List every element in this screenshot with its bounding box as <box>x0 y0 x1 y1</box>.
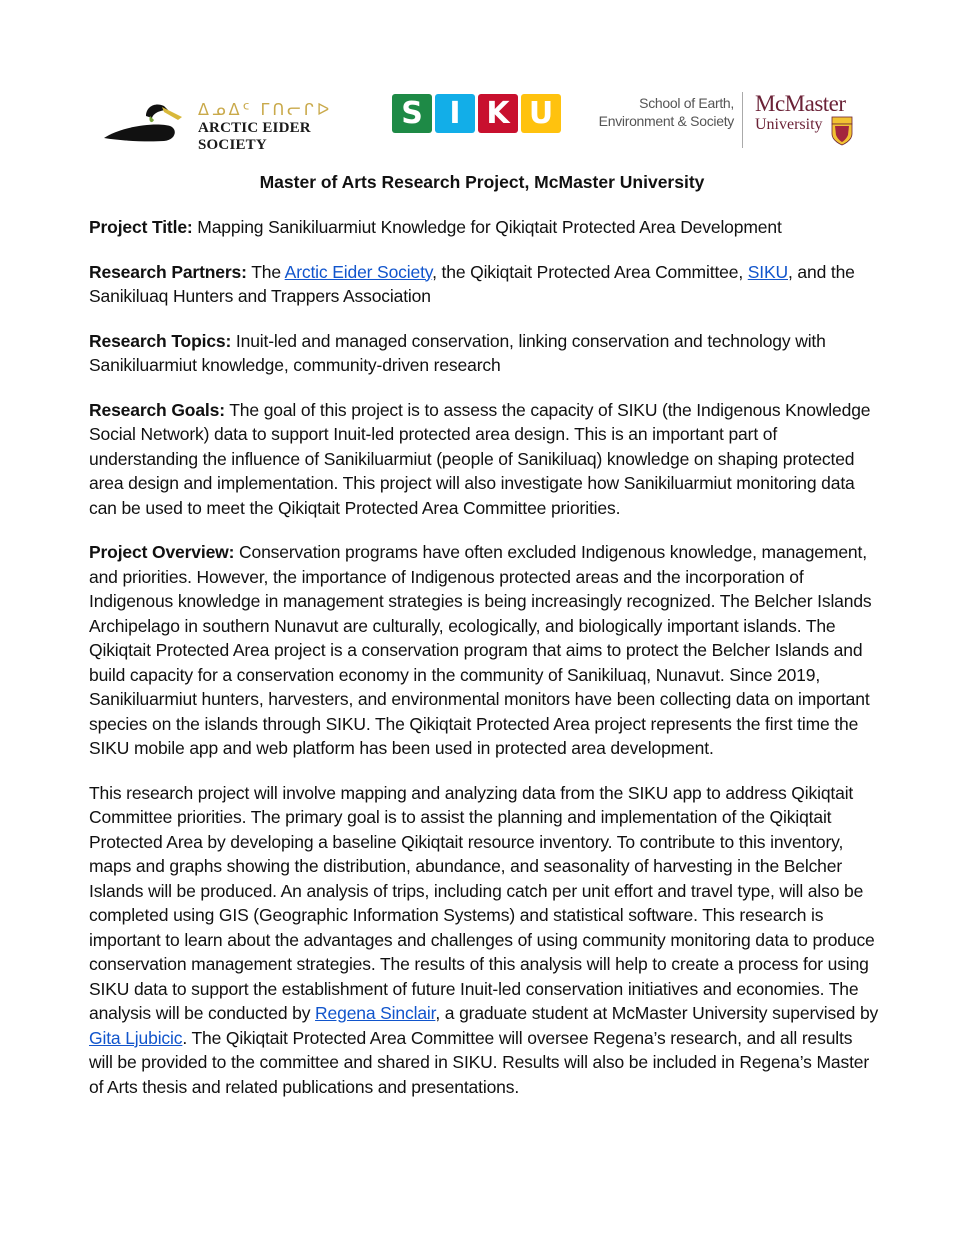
text-run: . The Qikiqtait Protected Area Committee will oversee Regena’s research, and all results will be provided to the committee and shared in SIKU. Results will also be included in Regena’s Master of Arts thesis and related publications and presentations. <box>89 1027 870 1097</box>
research-goals-text: The goal of this project is to assess the capacity of SIKU (the Indigenous Knowledge Social Network) data to support Inuit-led protected area design. This is an important part of understanding the influence of Sanikiluarmiut (people of Sanikiluaq) knowledge on shaping protected area design and implementation. This project will also investigate how Sanikiluarmiut monitoring data can be used to meet the Qikiqtait Protected Area Committee priorities. <box>89 399 871 518</box>
sees-line2: Environment & Society <box>598 113 734 129</box>
eider-duck-icon <box>102 96 194 146</box>
mcmaster-logo <box>755 92 853 146</box>
project-overview-paragraph <box>89 540 879 761</box>
research-partners-label: Research Partners: <box>89 261 247 282</box>
project-overview-text: Conservation programs have often excluded Indigenous knowledge, management, and priorities. However, the importance of Indigenous protected areas and the incorporation of Indigenous knowledge in management strategies is being increasingly recognized. The Belcher Islands Archipelago in southern Nunavut are culturally, ecologically, and biologically important islands. The Qikiqtait Protected Area project is a conservation program that aims to protect the Belcher Islands and build capacity for a conservation economy in the community of Sanikiluaq, Nunavut. Since 2019, Sanikiluarmiut hunters, harvesters, and environmental monitors have been collecting data on important species on the islands through SIKU. The Qikiqtait Protected Area project represents the first time the SIKU mobile app and web platform has been used in protected area development. <box>89 542 872 758</box>
research-topics-text: Inuit-led and managed conservation, linking conservation and technology with Sanikiluarmiut knowledge, community-driven research <box>89 330 826 375</box>
project-overview-label: Project Overview: <box>89 542 235 562</box>
mcmaster-name: McMaster <box>755 91 846 116</box>
logo-divider <box>742 92 743 148</box>
text-run: , and the Sanikiluaq Hunters and Trappers Association <box>89 261 855 306</box>
research-topics-paragraph <box>89 329 879 378</box>
school-of-earth-logo <box>588 94 734 130</box>
document-body <box>89 215 879 1119</box>
text-run: The <box>246 261 285 282</box>
aes-name: ARCTIC EIDER SOCIETY <box>198 120 311 153</box>
gita-ljubicic-link[interactable]: Gita Ljubicic <box>89 1027 183 1048</box>
siku-tile-k: K <box>478 94 518 133</box>
text-run: This research project will involve mapping and analyzing data from the SIKU app to address Qikiqtait Committee priorities. The primary goal is to assist the planning and implementation of the Qikiqtait Protected Area by developing a baseline Qikiqtait resource inventory. To contribute to this inventory, maps and graphs showing the distribution, abundance, and seasonality of harvesting in the Belcher Islands will be produced. An analysis of trips, including catch per unit effort and travel type, will also be completed using GIS (Geographic Information Systems) and statistical software. This research is important to learn about the advantages and challenges of using community monitoring data to produce conservation management strategies. The results of this analysis will help to create a process for using SIKU data to support the establishment of future Inuit-led conservation initiatives and economies. The analysis will be conducted by <box>89 782 875 1023</box>
siku-tile-s: S <box>392 94 432 133</box>
regena-sinclair-link[interactable]: Regena Sinclair <box>315 1003 436 1023</box>
siku-tile-i: I <box>435 94 475 133</box>
research-topics-label: Research Topics: <box>89 330 232 351</box>
research-goals-label: Research Goals: <box>89 399 225 420</box>
mcmaster-crest-icon <box>831 116 853 146</box>
logo-header <box>0 88 964 158</box>
siku-tile-u: U <box>521 94 561 133</box>
arctic-eider-society-link[interactable]: Arctic Eider Society <box>284 261 433 282</box>
aes-syllabics: ᐃᓄᐃᑦ ᒥᑎᓕᒋᐅ <box>198 100 333 119</box>
siku-logo <box>392 94 561 133</box>
research-partners-paragraph <box>89 260 879 309</box>
siku-link[interactable]: SIKU <box>747 261 788 282</box>
arctic-eider-society-logo <box>102 96 372 153</box>
project-title-label: Project Title: <box>89 217 193 237</box>
research-description-paragraph <box>89 781 879 1100</box>
text-run: , the Qikiqtait Protected Area Committee, <box>432 261 748 282</box>
project-title-paragraph <box>89 215 879 240</box>
research-goals-paragraph <box>89 398 879 521</box>
project-title-text: Mapping Sanikiluarmiut Knowledge for Qikiqtait Protected Area Development <box>192 217 782 237</box>
text-run: , a graduate student at McMaster University supervised by <box>435 1003 879 1023</box>
mcmaster-university: University <box>755 116 823 133</box>
sees-line1: School of Earth, <box>639 95 734 111</box>
page-heading: Master of Arts Research Project, McMaster University <box>259 172 705 192</box>
